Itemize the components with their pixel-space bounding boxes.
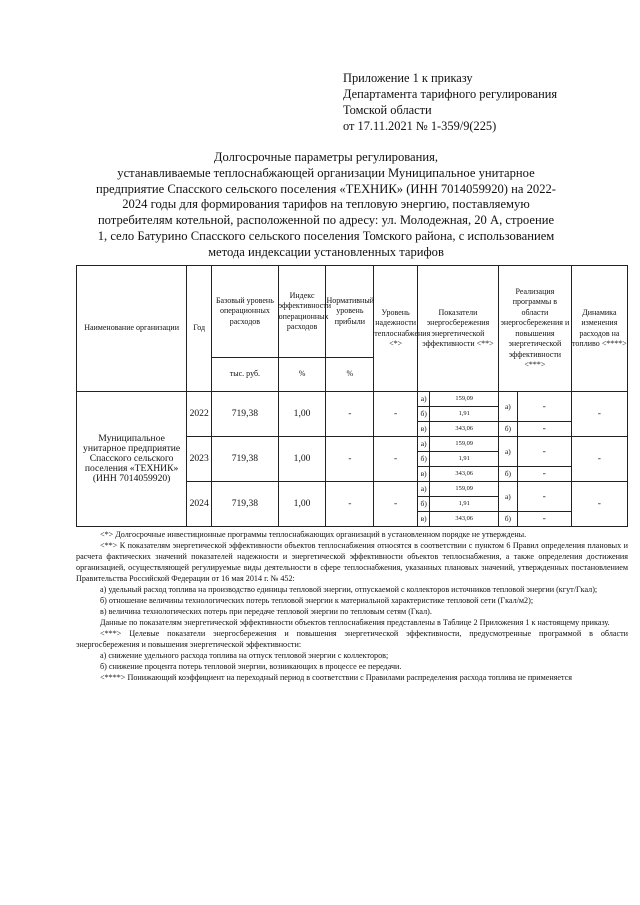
energy-label-cell: б) (417, 452, 429, 467)
note-2c: в) величина технологических потерь при передаче тепловой энергии по тепловым сетям (Гкал). (100, 607, 432, 616)
unit-index: % (278, 358, 326, 392)
norm-cell: - (326, 437, 374, 482)
program-label-cell: а) (499, 392, 518, 422)
base-cell: 719,38 (212, 482, 279, 527)
note-2: <**> К показателям энергетической эффективности объектов теплоснабжения относятся в соответствии с пунктом 6 Правил определения плановых и расчета фактических значений показателей надежности и энергетической эффективности объектов теплоснабжения, а также определения достижения организацией, осуществляющей регулируемые виды деятельности в сфере теплоснабжения, указанных плановых значений, утвержденных постановлением Правительства Российской Федерации от 16 мая 2014 г. № 452: (76, 541, 628, 583)
energy-label-cell: в) (417, 422, 429, 437)
table-body (77, 392, 628, 527)
dynamics-cell: - (571, 392, 627, 437)
index-cell: 1,00 (278, 482, 326, 527)
energy-value-cell: 1,91 (430, 497, 499, 512)
approval-line: от 17.11.2021 № 1-359/9(225) (343, 119, 497, 133)
program-label-cell: б) (499, 422, 518, 437)
parameters-table (76, 265, 628, 527)
program-label-cell: а) (499, 437, 518, 467)
program-value-cell: - (517, 482, 571, 512)
index-cell: 1,00 (278, 437, 326, 482)
header-index: Индекс эффективности операционных расходов (278, 266, 326, 358)
program-label-cell: б) (499, 512, 518, 527)
program-value-cell: - (517, 437, 571, 467)
norm-cell: - (326, 482, 374, 527)
approval-line: Департамента тарифного регулирования (343, 87, 558, 101)
title-line: предприятие Спасского сельского поселения «ТЕХНИК» (ИНН 7014059920) на 2022- (95, 181, 556, 196)
approval-line: Томской области (343, 103, 432, 117)
energy-value-cell: 343,06 (430, 422, 499, 437)
dynamics-cell: - (571, 482, 627, 527)
year-cell: 2024 (187, 482, 212, 527)
energy-label-cell: а) (417, 482, 429, 497)
note-3b: б) снижение процента потерь тепловой энергии, возникающих в процессе ее передачи. (100, 662, 402, 671)
title-line: Долгосрочные параметры регулирования, (213, 150, 439, 164)
note-4: <****> Понижающий коэффициент на переходный период в соответствии с Правилами распределения расхода топлива не применяется (100, 673, 573, 682)
header-org: Наименование организации (77, 266, 187, 392)
title-line: устанавливаемые теплоснабжающей организации Муниципальное унитарное (117, 165, 535, 180)
header-reliability: Уровень надежности теплоснабжения <*> (374, 266, 418, 392)
header-energy: Показатели энергосбережения энергетической эффективности <**> (417, 266, 498, 392)
index-cell: 1,00 (278, 392, 326, 437)
energy-label-cell: а) (417, 437, 429, 452)
program-value-cell: - (517, 392, 571, 422)
year-cell: 2022 (187, 392, 212, 437)
dynamics-cell: - (571, 437, 627, 482)
note-3: <***> Целевые показатели энергосбережения и повышения энергетической эффективности, предусмотренные программой в области энергосбережения и повышения энергетической эффективности: (76, 629, 628, 649)
approval-block (343, 70, 633, 134)
reliability-cell: - (374, 482, 418, 527)
title-line: метода индексации установленных тарифов (208, 244, 444, 259)
program-label-cell: а) (499, 482, 518, 512)
document-title (76, 150, 576, 261)
energy-value-cell: 1,91 (430, 407, 499, 422)
header-base: Базовый уровень операционных расходов (212, 266, 279, 358)
energy-label-cell: а) (417, 392, 429, 407)
footnotes (76, 529, 628, 683)
energy-label-cell: в) (417, 467, 429, 482)
program-label-cell: б) (499, 467, 518, 482)
energy-label-cell: б) (417, 407, 429, 422)
note-1: <*> Долгосрочные инвестиционные программы теплоснабжающих организаций в установленном порядке не утверждены. (100, 530, 527, 539)
year-cell: 2023 (187, 437, 212, 482)
energy-value-cell: 343,06 (430, 467, 499, 482)
note-2b: б) отношение величины технологических потерь тепловой энергии к материальной характеристике тепловой сети (Гкал/м2); (100, 596, 534, 605)
approval-line: Приложение 1 к приказу (343, 71, 473, 85)
energy-label-cell: в) (417, 512, 429, 527)
title-line: потребителям котельной, расположенной по адресу: ул. Молодежная, 20 А, строение (97, 213, 555, 228)
note-2d: Данные по показателям энергетической эффективности объектов теплоснабжения представлены в Таблице 2 Приложения 1 к настоящему приказу. (100, 618, 610, 627)
reliability-cell: - (374, 392, 418, 437)
energy-value-cell: 1,91 (430, 452, 499, 467)
reliability-cell: - (374, 437, 418, 482)
title-line: 2024 годы для формирования тарифов на тепловую энергию, поставляемую (122, 197, 530, 212)
table-row (77, 392, 628, 407)
header-program: Реализация программы в области энергосбережения и повышения энергетической эффективности <***> (499, 266, 572, 392)
energy-value-cell: 343,06 (430, 512, 499, 527)
header-norm: Нормативный уровень прибыли (326, 266, 374, 358)
unit-norm: % (326, 358, 374, 392)
norm-cell: - (326, 392, 374, 437)
base-cell: 719,38 (212, 392, 279, 437)
program-value-cell: - (517, 467, 571, 482)
org-name-cell: Муниципальное унитарное предприятие Спасского сельского поселения «ТЕХНИК» (ИНН 7014059920) (77, 392, 187, 527)
note-3a: а) снижение удельного расхода топлива на отпуск тепловой энергии с коллекторов; (100, 651, 389, 660)
energy-value-cell: 159,09 (430, 437, 499, 452)
energy-value-cell: 159,09 (430, 482, 499, 497)
header-year: Год (187, 266, 212, 392)
header-dynamics: Динамика изменения расходов на топливо <****> (571, 266, 627, 392)
title-line: 1, село Батурино Спасского сельского поселения Томского района, с использованием (97, 228, 555, 243)
unit-base: тыс. руб. (212, 358, 279, 392)
base-cell: 719,38 (212, 437, 279, 482)
energy-value-cell: 159,09 (430, 392, 499, 407)
program-value-cell: - (517, 512, 571, 527)
note-2a: а) удельный расход топлива на производство единицы тепловой энергии, отпускаемой с коллекторов источников тепловой энергии (кгут/Гкал); (100, 585, 598, 594)
program-value-cell: - (517, 422, 571, 437)
energy-label-cell: б) (417, 497, 429, 512)
